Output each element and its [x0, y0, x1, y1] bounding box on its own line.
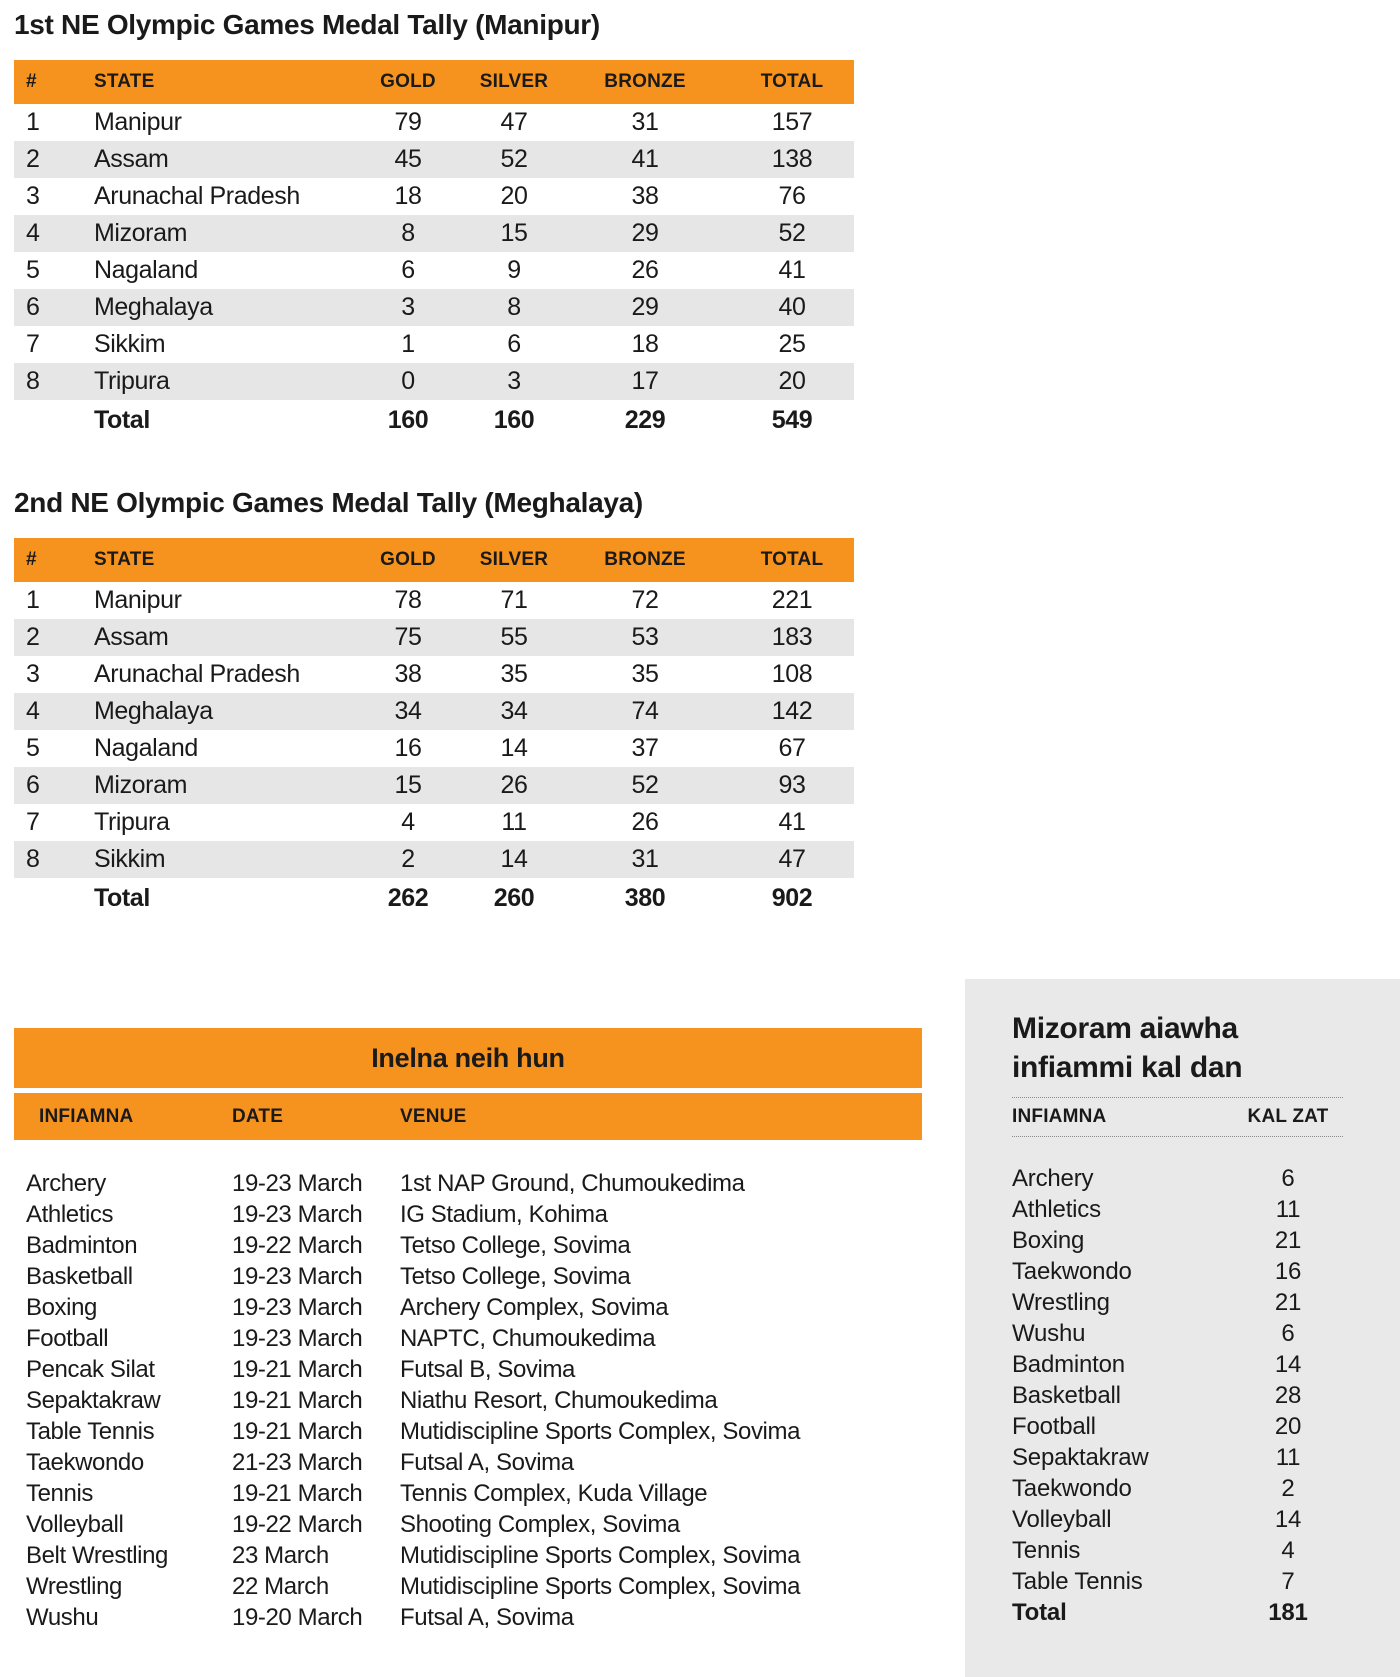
schedule-date: 19-23 March	[232, 1262, 363, 1290]
medal-cell: 4	[14, 215, 92, 252]
medal-cell: 2	[348, 841, 468, 878]
medal-cell: 41	[778, 256, 806, 284]
schedule-sport: Sepaktakraw	[26, 1386, 161, 1414]
schedule-venue: Tennis Complex, Kuda Village	[400, 1479, 708, 1507]
medal-cell: 11	[501, 808, 527, 836]
medal-total-row	[14, 878, 854, 918]
medal-cell: 18	[394, 182, 422, 210]
medal-total-cell	[14, 400, 92, 440]
panel-sport: Wushu	[1012, 1319, 1086, 1347]
medal-cell: 67	[778, 734, 806, 762]
panel-medal-count: 20	[1274, 1412, 1302, 1440]
panel-row	[1012, 1411, 1343, 1442]
medal-row	[14, 767, 854, 804]
panel-row	[1012, 1225, 1343, 1256]
medal-cell: 9	[507, 256, 521, 284]
panel-sport: Football	[1012, 1412, 1096, 1440]
schedule-sport: Boxing	[26, 1293, 97, 1321]
panel-medal-count: 181	[1268, 1598, 1308, 1626]
schedule-date: 19-21 March	[232, 1417, 363, 1445]
medal-row	[14, 141, 854, 178]
medal-cell: Meghalaya	[92, 289, 348, 326]
medal-cell: 25	[778, 330, 806, 358]
schedule-column-header-date: DATE	[232, 1105, 284, 1127]
medal-table-2	[14, 538, 854, 918]
medal-cell: 55	[468, 619, 560, 656]
schedule-row	[26, 1199, 922, 1230]
medal-cell: 26	[631, 808, 659, 836]
panel-medal-count: 2	[1281, 1474, 1295, 1502]
medal-total-cell: 160	[468, 400, 560, 440]
schedule-sport: Belt Wrestling	[26, 1541, 169, 1569]
medal-cell: 3	[468, 363, 560, 400]
medal-cell: 3	[26, 660, 40, 688]
schedule-row	[26, 1385, 922, 1416]
column-header: STATE	[92, 538, 348, 582]
schedule-row	[26, 1292, 922, 1323]
medal-total-cell: 549	[730, 400, 854, 440]
medal-total-cell: 160	[348, 400, 468, 440]
schedule-title: Inelna neih hun	[371, 1042, 565, 1073]
schedule-sport: Athletics	[26, 1200, 114, 1228]
medal-total-cell: 380	[560, 878, 730, 918]
panel-medal-count: 4	[1281, 1536, 1295, 1564]
panel-medal-count: 7	[1281, 1567, 1295, 1595]
medal-cell: Sikkim	[94, 330, 166, 358]
schedule-sport: Taekwondo	[26, 1448, 144, 1476]
panel-medal-count: 6	[1281, 1164, 1295, 1192]
medal-cell: 2	[14, 619, 92, 656]
schedule-title-banner	[14, 1028, 922, 1088]
panel-medal-count: 16	[1274, 1257, 1302, 1285]
column-header: GOLD	[348, 60, 468, 104]
medal-total-cell	[14, 878, 92, 918]
column-header: #	[14, 538, 92, 582]
medal-cell: 16	[394, 734, 422, 762]
panel-medal-count: 21	[1274, 1226, 1302, 1254]
medal-cell: 38	[394, 660, 422, 688]
panel-row	[1012, 1287, 1343, 1318]
medal-cell: 5	[26, 734, 40, 762]
schedule-row	[26, 1509, 922, 1540]
medal-row	[14, 582, 854, 619]
panel-sport: Total	[1012, 1598, 1067, 1626]
schedule-venue: Futsal A, Sovima	[400, 1603, 574, 1631]
panel-sport: Badminton	[1012, 1350, 1125, 1378]
panel-medal-count: 11	[1275, 1195, 1301, 1223]
medal-cell: 45	[348, 141, 468, 178]
panel-divider-bottom	[1012, 1136, 1343, 1137]
medal-cell: 183	[730, 619, 854, 656]
panel-sport: Volleyball	[1012, 1505, 1112, 1533]
medal-cell: 52	[468, 141, 560, 178]
medal-cell: 52	[730, 215, 854, 252]
medal-cell: 20	[500, 182, 528, 210]
medal-cell: 52	[560, 767, 730, 804]
panel-sport: Sepaktakraw	[1012, 1443, 1149, 1471]
medal-header-row	[14, 538, 854, 582]
medal-cell: 78	[394, 586, 422, 614]
medal-cell: 35	[500, 660, 528, 688]
medal-cell: 0	[348, 363, 468, 400]
medal-row	[14, 104, 854, 141]
panel-total-row	[1012, 1597, 1343, 1628]
schedule-row	[26, 1261, 922, 1292]
schedule-date: 19-21 March	[232, 1355, 363, 1383]
schedule-date: 19-21 March	[232, 1386, 363, 1414]
medal-cell: 4	[14, 693, 92, 730]
medal-row	[14, 326, 854, 363]
column-header: SILVER	[468, 538, 560, 582]
medal-cell: 31	[631, 108, 659, 136]
medal-cell: 138	[730, 141, 854, 178]
medal-cell: 6	[14, 767, 92, 804]
panel-sport: Boxing	[1012, 1226, 1085, 1254]
schedule-row	[26, 1416, 922, 1447]
schedule-venue: Niathu Resort, Chumoukedima	[400, 1386, 718, 1414]
panel-column-header-infiamna: INFIAMNA	[1012, 1106, 1107, 1127]
medal-tally-2-title: 2nd NE Olympic Games Medal Tally (Meghalaya)	[14, 487, 643, 518]
schedule-venue: 1st NAP Ground, Chumoukedima	[400, 1169, 745, 1197]
medal-tally-2-section	[14, 486, 854, 918]
panel-medal-count: 14	[1274, 1505, 1302, 1533]
medal-cell: Arunachal Pradesh	[94, 660, 300, 688]
medal-total-cell: 260	[468, 878, 560, 918]
medal-cell: Meghalaya	[92, 693, 348, 730]
schedule-row	[26, 1571, 922, 1602]
medal-cell: 34	[348, 693, 468, 730]
schedule-venue: Mutidiscipline Sports Complex, Sovima	[400, 1541, 801, 1569]
medal-cell: 18	[631, 330, 659, 358]
schedule-date: 19-22 March	[232, 1510, 363, 1538]
medal-cell: 7	[26, 808, 40, 836]
panel-row	[1012, 1535, 1343, 1566]
medal-row	[14, 252, 854, 289]
medal-cell: 38	[631, 182, 659, 210]
medal-cell: 3	[348, 289, 468, 326]
panel-medal-count: 21	[1274, 1288, 1302, 1316]
medal-row	[14, 656, 854, 693]
medal-cell: 20	[730, 363, 854, 400]
medal-cell: 3	[26, 182, 40, 210]
medal-cell: Sikkim	[92, 841, 348, 878]
medal-cell: Assam	[92, 619, 348, 656]
schedule-row	[26, 1478, 922, 1509]
medal-cell: 15	[348, 767, 468, 804]
medal-cell: 71	[500, 586, 528, 614]
column-header: BRONZE	[560, 538, 730, 582]
schedule-venue: Archery Complex, Sovima	[400, 1293, 669, 1321]
medal-cell: 221	[771, 586, 813, 614]
schedule-sport: Archery	[26, 1169, 106, 1197]
schedule-venue: Futsal B, Sovima	[400, 1355, 575, 1383]
medal-total-cell: 229	[560, 400, 730, 440]
schedule-column-header-venue: VENUE	[400, 1105, 467, 1127]
panel-header-row	[1012, 1098, 1343, 1136]
medal-cell: 41	[778, 808, 806, 836]
panel-medal-count: 14	[1274, 1350, 1302, 1378]
medal-row	[14, 363, 854, 400]
medal-cell: 5	[26, 256, 40, 284]
medal-row	[14, 730, 854, 767]
panel-sport: Taekwondo	[1012, 1257, 1132, 1285]
schedule-rows	[14, 1140, 922, 1633]
medal-cell: Nagaland	[94, 734, 198, 762]
schedule-sport: Wrestling	[26, 1572, 122, 1600]
medal-cell: 26	[631, 256, 659, 284]
medal-total-cell: Total	[92, 400, 348, 440]
schedule-date: 19-21 March	[232, 1479, 363, 1507]
panel-sport: Table Tennis	[1012, 1567, 1143, 1595]
panel-medal-count: 6	[1281, 1319, 1295, 1347]
schedule-row	[26, 1602, 922, 1633]
medal-cell: 1	[26, 108, 40, 136]
schedule-venue: Tetso College, Sovima	[400, 1231, 631, 1259]
medal-cell: 93	[730, 767, 854, 804]
schedule-date: 21-23 March	[232, 1448, 363, 1476]
mizoram-panel-title-line1: Mizoram aiawha	[1012, 1012, 1238, 1045]
medal-cell: 1	[26, 586, 40, 614]
medal-cell: 34	[468, 693, 560, 730]
medal-cell: Tripura	[94, 808, 170, 836]
medal-cell: 108	[771, 660, 813, 688]
column-header: TOTAL	[730, 60, 854, 104]
panel-row	[1012, 1380, 1343, 1411]
medal-cell: 31	[560, 841, 730, 878]
medal-cell: 35	[631, 660, 659, 688]
medal-cell: 8	[468, 289, 560, 326]
schedule-venue: Tetso College, Sovima	[400, 1262, 631, 1290]
medal-cell: 47	[730, 841, 854, 878]
panel-row	[1012, 1442, 1343, 1473]
medal-row	[14, 178, 854, 215]
panel-sport: Tennis	[1012, 1536, 1081, 1564]
medal-cell: 1	[401, 330, 415, 358]
medal-cell: Manipur	[94, 586, 182, 614]
schedule-venue: NAPTC, Chumoukedima	[400, 1324, 656, 1352]
column-header: #	[14, 60, 92, 104]
medal-cell: 142	[730, 693, 854, 730]
medal-cell: 37	[631, 734, 659, 762]
medal-cell: 26	[468, 767, 560, 804]
medal-cell: 6	[14, 289, 92, 326]
medal-cell: 75	[348, 619, 468, 656]
medal-row	[14, 215, 854, 252]
panel-sport: Athletics	[1012, 1195, 1101, 1223]
medal-cell: Arunachal Pradesh	[94, 182, 300, 210]
schedule-sport: Basketball	[26, 1262, 133, 1290]
panel-row	[1012, 1256, 1343, 1287]
schedule-sport: Tennis	[26, 1479, 93, 1507]
panel-row	[1012, 1504, 1343, 1535]
medal-cell: Assam	[92, 141, 348, 178]
column-header: STATE	[92, 60, 348, 104]
schedule-row	[26, 1354, 922, 1385]
mizoram-panel-title	[1012, 1009, 1343, 1087]
medal-cell: 6	[507, 330, 521, 358]
panel-column-header-kal-zat: KAL ZAT	[1247, 1106, 1329, 1127]
schedule-sport: Wushu	[26, 1603, 99, 1631]
medal-tally-1-section	[14, 8, 854, 440]
schedule-date: 19-23 March	[232, 1293, 363, 1321]
medal-row	[14, 841, 854, 878]
schedule-header-row	[14, 1093, 922, 1140]
schedule-venue: Mutidiscipline Sports Complex, Sovima	[400, 1417, 801, 1445]
panel-sport: Wrestling	[1012, 1288, 1110, 1316]
medal-cell: Tripura	[92, 363, 348, 400]
medal-table-1	[14, 60, 854, 440]
medal-cell: 8	[14, 363, 92, 400]
medal-cell: 14	[468, 841, 560, 878]
medal-total-cell: 902	[730, 878, 854, 918]
medal-cell: 14	[500, 734, 528, 762]
panel-row	[1012, 1318, 1343, 1349]
schedule-column-header-infiamna: INFIAMNA	[39, 1105, 134, 1127]
schedule-date: 19-20 March	[232, 1603, 363, 1631]
schedule-row	[26, 1230, 922, 1261]
panel-sport: Taekwondo	[1012, 1474, 1132, 1502]
medal-cell: Mizoram	[92, 215, 348, 252]
medal-cell: 7	[26, 330, 40, 358]
medal-row	[14, 619, 854, 656]
medal-cell: 79	[394, 108, 422, 136]
schedule-row	[26, 1168, 922, 1199]
medal-row	[14, 693, 854, 730]
medal-tally-1-title: 1st NE Olympic Games Medal Tally (Manipur)	[14, 9, 600, 40]
schedule-row	[26, 1540, 922, 1571]
schedule-venue: IG Stadium, Kohima	[400, 1200, 608, 1228]
schedule-row	[26, 1447, 922, 1478]
medal-cell: 76	[778, 182, 806, 210]
medal-cell: Mizoram	[92, 767, 348, 804]
medal-cell: 15	[468, 215, 560, 252]
schedule-date: 22 March	[232, 1572, 329, 1600]
schedule-date: 19-22 March	[232, 1231, 363, 1259]
schedule-date: 19-23 March	[232, 1324, 363, 1352]
column-header: SILVER	[468, 60, 560, 104]
medal-total-row	[14, 400, 854, 440]
schedule-venue: Mutidiscipline Sports Complex, Sovima	[400, 1572, 801, 1600]
panel-row	[1012, 1473, 1343, 1504]
medal-cell: 74	[560, 693, 730, 730]
medal-cell: 17	[560, 363, 730, 400]
medal-cell: Nagaland	[94, 256, 198, 284]
schedule-date: 19-23 March	[232, 1169, 363, 1197]
column-header: BRONZE	[560, 60, 730, 104]
schedule-venue: Futsal A, Sovima	[400, 1448, 574, 1476]
medal-cell: Manipur	[94, 108, 182, 136]
panel-medal-count: 28	[1274, 1381, 1302, 1409]
medal-header-row	[14, 60, 854, 104]
panel-row	[1012, 1163, 1343, 1194]
medal-cell: 53	[560, 619, 730, 656]
medal-cell: 40	[730, 289, 854, 326]
schedule-row	[26, 1323, 922, 1354]
medal-row	[14, 804, 854, 841]
panel-sport: Archery	[1012, 1164, 1094, 1192]
panel-sport: Basketball	[1012, 1381, 1121, 1409]
schedule-sport: Badminton	[26, 1231, 138, 1259]
medal-row	[14, 289, 854, 326]
schedule-sport: Football	[26, 1324, 109, 1352]
column-header: TOTAL	[730, 538, 854, 582]
medal-cell: 47	[500, 108, 528, 136]
schedule-venue: Shooting Complex, Sovima	[400, 1510, 680, 1538]
mizoram-panel-title-line2: infiammi kal dan	[1012, 1051, 1243, 1084]
schedule-date: 19-23 March	[232, 1200, 363, 1228]
medal-cell: 41	[560, 141, 730, 178]
schedule-section	[14, 1028, 922, 1633]
medal-cell: 8	[14, 841, 92, 878]
medal-cell: 29	[560, 289, 730, 326]
panel-row	[1012, 1566, 1343, 1597]
panel-row	[1012, 1349, 1343, 1380]
medal-cell: 8	[348, 215, 468, 252]
schedule-date: 23 March	[232, 1541, 329, 1569]
schedule-sport: Pencak Silat	[26, 1355, 155, 1383]
column-header: GOLD	[348, 538, 468, 582]
medal-cell: 29	[560, 215, 730, 252]
schedule-sport: Volleyball	[26, 1510, 124, 1538]
medal-cell: 4	[401, 808, 415, 836]
medal-cell: 2	[14, 141, 92, 178]
schedule-sport: Table Tennis	[26, 1417, 155, 1445]
medal-cell: 157	[771, 108, 813, 136]
medal-cell: 6	[401, 256, 415, 284]
medal-total-cell: 262	[348, 878, 468, 918]
medal-total-cell: Total	[92, 878, 348, 918]
medal-cell: 72	[631, 586, 659, 614]
panel-medal-count: 11	[1275, 1443, 1301, 1471]
panel-row	[1012, 1194, 1343, 1225]
mizoram-medals-panel	[965, 979, 1400, 1677]
panel-rows	[1012, 1163, 1343, 1628]
